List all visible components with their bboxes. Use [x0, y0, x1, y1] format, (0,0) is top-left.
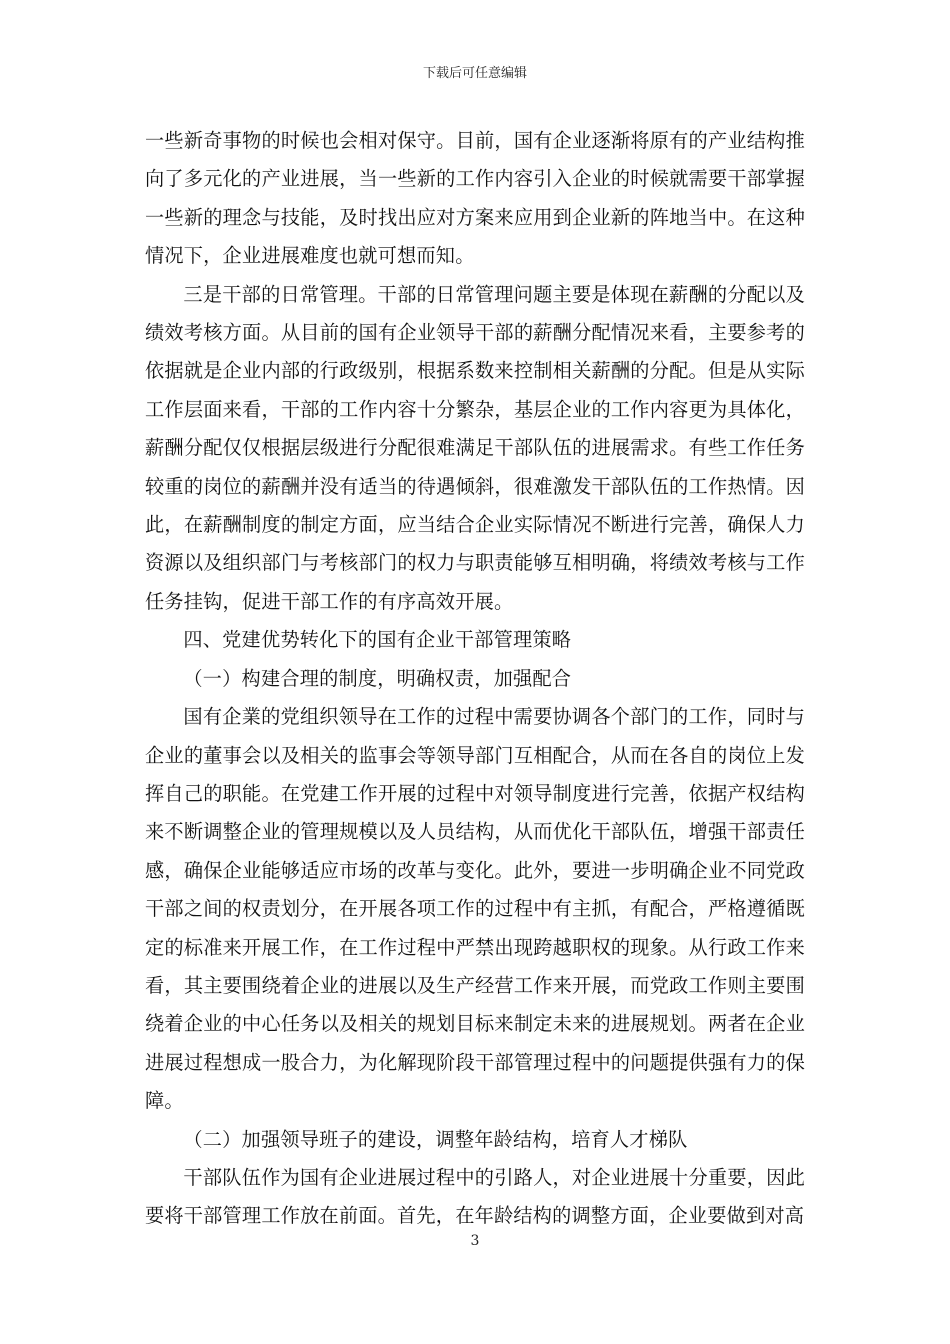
paragraph-system-building: 国有企業的党组织领导在工作的过程中需要协调各个部门的工作，同时与企业的董事会以及相关的监事会等领导部门互相配合，从而在各自的岗位上发挥自己的职能。在党建工作开展的过程中对领导制度进行完善，依据产权结构来不断调整企业的管理规模以及人员结构，从而优化干部队伍，增强干部责任感，确保企业能够适应市场的改革与变化。此外，要进一步明确企业不同党政干部之间的权责划分，在开展各项工作的过程中有主抓，有配合，严格遵循既定的标准来开展工作，在工作过程中严禁出现跨越职权的现象。从行政工作来看，其主要围绕着企业的进展以及生产经营工作来开展，而党政工作则主要围绕着企业的中心任务以及相关的规划目标来制定未来的进展规划。两者在企业进展过程想成一股合力，为化解现阶段干部管理过程中的问题提供强有力的保障。 — [145, 705, 805, 1113]
page-header: 下载后可任意编辑 — [422, 66, 527, 81]
subsection-heading-2: （二）加强领导班子的建设，调整年龄结构，培育人才梯队 — [183, 1127, 688, 1151]
paragraph-cadre-team: 干部队伍作为国有企业进展过程中的引路人，对企业进展十分重要，因此要将干部管理工作放在前面。首先，在年龄结构的调整方面，企业要做到对高 — [145, 1165, 805, 1228]
subsection-heading-1: （一）构建合理的制度，明确权责，加强配合 — [183, 666, 572, 690]
paragraph-daily-management: 三是干部的日常管理。干部的日常管理问题主要是体现在薪酬的分配以及绩效考核方面。从目前的国有企业领导干部的薪酬分配情况来看，主要参考的依据就是企业内部的行政级别，根据系数来控制相关薪酬的分配。但是从实际工作层面来看，干部的工作内容十分繁杂，基层企业的工作内容更为具体化，薪酬分配仅仅根据层级进行分配很难满足干部队伍的进展需求。有些工作任务较重的岗位的薪酬并没有适当的待遇倾斜，很难激发干部队伍的工作热情。因此，在薪酬制度的制定方面，应当结合企业实际情况不断进行完善，确保人力资源以及组织部门与考核部门的权力与职责能够互相明确，将绩效考核与工作任务挂钩，促进干部工作的有序高效开展。 — [145, 282, 805, 613]
section-heading-strategy: 四、党建优势转化下的国有企业干部管理策略 — [183, 628, 572, 652]
paragraph-continuation: 一些新奇事物的时候也会相对保守。目前，国有企业逐渐将原有的产业结构推向了多元化的产业进展，当一些新的工作内容引入企业的时候就需要干部掌握一些新的理念与技能，及时找出应对方案来应用到企业新的阵地当中。在这种情况下，企业进展难度也就可想而知。 — [145, 129, 805, 268]
document-body — [145, 122, 805, 1236]
page-number: 3 — [470, 1233, 480, 1249]
